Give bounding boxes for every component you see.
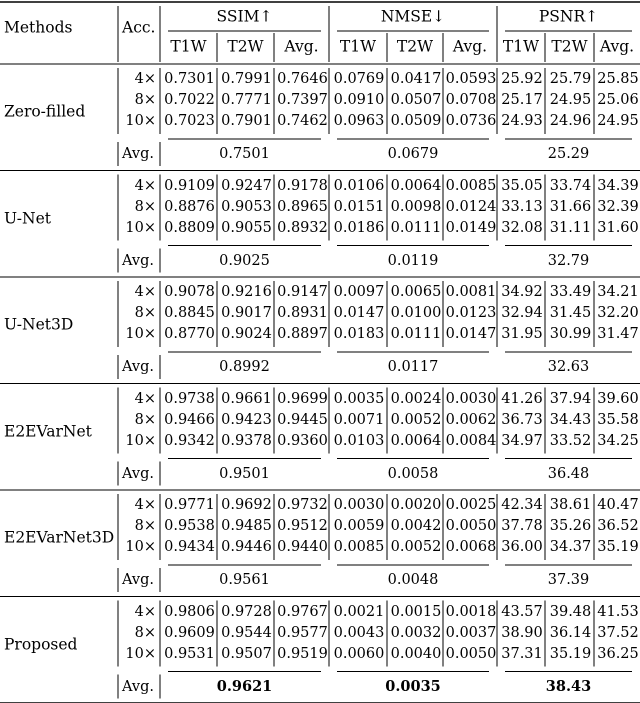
- metric-group-header: NMSE↓: [380, 7, 446, 26]
- acc-header: Acc.: [122, 18, 156, 37]
- metric-value: 34.25: [597, 432, 639, 449]
- method-name: E2EVarNet: [4, 421, 92, 440]
- metric-value: 34.21: [597, 283, 639, 300]
- metric-value: 41.53: [597, 603, 639, 620]
- metric-value: 0.9577: [277, 624, 328, 641]
- metric-value: 24.93: [501, 112, 543, 129]
- metric-value: 36.73: [501, 411, 543, 428]
- metric-value: 0.0062: [445, 411, 497, 428]
- metric-value: 0.0103: [333, 432, 385, 449]
- metric-value: 0.0064: [390, 432, 442, 449]
- metric-value: 34.97: [501, 432, 543, 449]
- average-value: 0.0117: [387, 358, 439, 375]
- acceleration-label: 8×: [134, 198, 156, 215]
- acceleration-label: 10×: [125, 112, 156, 129]
- metric-value: 0.9767: [277, 603, 328, 620]
- metric-value: 0.9440: [277, 538, 328, 555]
- metric-value: 0.9247: [221, 177, 272, 194]
- metric-value: 0.7462: [277, 112, 328, 129]
- metric-value: 0.0030: [333, 496, 385, 513]
- metric-value: 30.99: [549, 325, 592, 342]
- metric-value: 0.7301: [164, 70, 215, 87]
- metric-value: 0.0085: [333, 538, 385, 555]
- metric-value: 34.39: [597, 177, 639, 194]
- method-name: U-Net: [4, 208, 51, 227]
- metric-value: 0.8770: [164, 325, 215, 342]
- metric-value: 0.9178: [277, 177, 328, 194]
- metric-value: 35.19: [597, 538, 639, 555]
- average-value: 32.63: [547, 358, 590, 375]
- metric-value: 0.0052: [390, 538, 442, 555]
- average-value: 0.0679: [387, 145, 439, 162]
- metric-value: 0.0963: [333, 112, 385, 129]
- metric-value: 33.13: [501, 198, 543, 215]
- sub-column-header: Avg.: [452, 37, 488, 56]
- sub-column-header: T2W: [551, 37, 588, 56]
- metric-value: 0.9024: [221, 325, 272, 342]
- metric-value: 0.0186: [333, 219, 385, 236]
- avg-row-label: Avg.: [122, 145, 154, 162]
- method-name: Zero-filled: [4, 102, 86, 121]
- metric-value: 25.17: [501, 91, 543, 108]
- metric-value: 0.9109: [164, 177, 215, 194]
- metric-value: 0.9423: [221, 411, 272, 428]
- metric-value: 0.0024: [390, 390, 442, 407]
- metric-value: 36.00: [501, 538, 543, 555]
- metric-value: 0.8876: [164, 198, 215, 215]
- metric-value: 40.47: [597, 496, 639, 513]
- acceleration-label: 8×: [134, 91, 156, 108]
- metric-value: 0.0065: [390, 283, 442, 300]
- metric-value: 0.8965: [277, 198, 328, 215]
- metric-value: 25.85: [597, 70, 639, 87]
- metric-value: 0.9512: [277, 517, 328, 534]
- metric-value: 0.0050: [445, 517, 497, 534]
- method-name: Proposed: [4, 634, 78, 653]
- metric-value: 0.8932: [277, 219, 328, 236]
- metric-value: 36.52: [597, 517, 639, 534]
- metric-value: 38.90: [501, 624, 543, 641]
- average-value: 25.29: [547, 145, 590, 162]
- methods-header: Methods: [4, 18, 73, 37]
- metric-value: 0.9216: [221, 283, 272, 300]
- metric-value: 0.7991: [221, 70, 272, 87]
- metric-value: 35.26: [549, 517, 592, 534]
- metric-value: 0.9507: [221, 645, 272, 662]
- metric-value: 31.66: [549, 198, 592, 215]
- metric-value: 39.48: [549, 603, 592, 620]
- acceleration-label: 8×: [134, 304, 156, 321]
- metric-value: 0.0020: [390, 496, 442, 513]
- acceleration-label: 8×: [134, 624, 156, 641]
- acceleration-label: 10×: [125, 432, 156, 449]
- metric-value: 0.0417: [390, 70, 442, 87]
- metric-group-header: PSNR↑: [538, 7, 599, 26]
- metric-value: 0.0111: [390, 325, 442, 342]
- sub-column-header: T2W: [227, 37, 264, 56]
- metric-value: 0.9661: [221, 390, 272, 407]
- metric-value: 0.0018: [445, 603, 497, 620]
- metric-value: 0.0736: [445, 112, 497, 129]
- metric-value: 0.9445: [277, 411, 328, 428]
- metric-value: 0.0085: [445, 177, 497, 194]
- metric-value: 32.08: [501, 219, 543, 236]
- metric-value: 35.05: [501, 177, 543, 194]
- avg-row-label: Avg.: [122, 678, 154, 695]
- sub-column-header: T1W: [502, 37, 540, 56]
- average-value: 0.9025: [219, 252, 270, 269]
- average-value: 32.79: [547, 252, 590, 269]
- metric-value: 0.9771: [164, 496, 215, 513]
- metric-value: 31.47: [597, 325, 639, 342]
- metric-value: 0.9544: [221, 624, 272, 641]
- acceleration-label: 8×: [134, 517, 156, 534]
- metric-value: 0.8809: [164, 219, 215, 236]
- acceleration-label: 4×: [134, 603, 156, 620]
- metric-value: 0.7022: [164, 91, 215, 108]
- metric-value: 31.95: [501, 325, 543, 342]
- metric-value: 0.0081: [445, 283, 497, 300]
- metric-value: 0.8897: [277, 325, 328, 342]
- metric-value: 0.8931: [277, 304, 328, 321]
- metric-value: 33.49: [549, 283, 592, 300]
- metric-value: 0.0507: [390, 91, 442, 108]
- average-value: 0.9501: [219, 465, 270, 482]
- metric-value: 34.92: [501, 283, 543, 300]
- sub-column-header: T1W: [339, 37, 377, 56]
- metric-value: 0.0032: [390, 624, 442, 641]
- metric-value: 25.79: [549, 70, 592, 87]
- metric-value: 0.0035: [333, 390, 385, 407]
- metric-value: 0.0043: [333, 624, 385, 641]
- avg-row-label: Avg.: [122, 252, 154, 269]
- metric-value: 0.8845: [164, 304, 215, 321]
- metric-value: 0.0708: [445, 91, 497, 108]
- metric-value: 34.43: [549, 411, 592, 428]
- metric-value: 0.0025: [445, 496, 497, 513]
- metric-value: 24.96: [549, 112, 592, 129]
- acceleration-label: 4×: [134, 496, 156, 513]
- average-value: 0.7501: [219, 145, 270, 162]
- avg-row-label: Avg.: [122, 465, 154, 482]
- metric-value: 0.0183: [333, 325, 385, 342]
- metric-value: 0.9053: [221, 198, 272, 215]
- metric-value: 0.9446: [221, 538, 272, 555]
- metric-value: 0.9078: [164, 283, 215, 300]
- metric-value: 0.0100: [390, 304, 442, 321]
- metric-value: 0.9055: [221, 219, 272, 236]
- metric-value: 0.0040: [390, 645, 442, 662]
- average-value: 38.43: [545, 677, 592, 695]
- sub-column-header: Avg.: [284, 37, 319, 56]
- metric-value: 0.0147: [333, 304, 385, 321]
- acceleration-label: 4×: [134, 390, 156, 407]
- metric-value: 0.7397: [277, 91, 328, 108]
- metric-value: 36.25: [597, 645, 639, 662]
- metric-value: 32.20: [597, 304, 639, 321]
- metric-value: 0.0149: [445, 219, 497, 236]
- metric-value: 0.0059: [333, 517, 385, 534]
- acceleration-label: 4×: [134, 283, 156, 300]
- metric-value: 31.11: [549, 219, 592, 236]
- metric-value: 0.7023: [164, 112, 215, 129]
- metric-value: 0.0098: [390, 198, 442, 215]
- metric-value: 0.7901: [221, 112, 272, 129]
- metric-value: 31.60: [597, 219, 639, 236]
- metric-value: 0.0068: [445, 538, 497, 555]
- metric-value: 0.0052: [390, 411, 442, 428]
- metric-value: 24.95: [597, 112, 639, 129]
- metric-value: 0.0030: [445, 390, 497, 407]
- metric-value: 0.9519: [277, 645, 328, 662]
- metric-value: 0.0106: [333, 177, 385, 194]
- metric-value: 0.9609: [164, 624, 215, 641]
- acceleration-label: 10×: [125, 538, 156, 555]
- metric-value: 38.61: [549, 496, 592, 513]
- metric-value: 0.0124: [445, 198, 497, 215]
- metric-value: 43.57: [501, 603, 543, 620]
- metric-value: 39.60: [597, 390, 639, 407]
- average-value: 0.0058: [387, 465, 439, 482]
- metric-value: 0.0021: [333, 603, 385, 620]
- metric-value: 37.31: [501, 645, 543, 662]
- metric-value: 0.9738: [164, 390, 215, 407]
- acceleration-label: 10×: [125, 645, 156, 662]
- average-value: 0.9561: [219, 571, 270, 588]
- metric-value: 42.34: [501, 496, 543, 513]
- avg-row-label: Avg.: [122, 358, 154, 375]
- metric-value: 0.0769: [333, 70, 385, 87]
- metric-value: 32.94: [501, 304, 543, 321]
- metric-value: 0.9378: [221, 432, 272, 449]
- method-name: E2EVarNet3D: [4, 528, 115, 547]
- metric-value: 0.0910: [333, 91, 385, 108]
- metric-value: 0.9728: [221, 603, 272, 620]
- metric-value: 0.0060: [333, 645, 385, 662]
- metric-value: 0.0037: [445, 624, 497, 641]
- metric-value: 0.0050: [445, 645, 497, 662]
- metric-value: 0.0071: [333, 411, 385, 428]
- metric-value: 33.74: [549, 177, 592, 194]
- metric-value: 35.58: [597, 411, 639, 428]
- metric-value: 0.9699: [277, 390, 328, 407]
- metric-value: 0.0111: [390, 219, 442, 236]
- metric-value: 0.9806: [164, 603, 215, 620]
- metric-value: 0.9466: [164, 411, 215, 428]
- metric-value: 33.52: [549, 432, 592, 449]
- metric-value: 0.9692: [221, 496, 272, 513]
- metric-value: 0.0147: [445, 325, 497, 342]
- metric-value: 37.78: [501, 517, 543, 534]
- method-name: U-Net3D: [4, 315, 74, 334]
- average-value: 36.48: [547, 465, 590, 482]
- metric-value: 0.9342: [164, 432, 215, 449]
- metric-value: 0.0593: [445, 70, 497, 87]
- metric-value: 0.9434: [164, 538, 215, 555]
- metric-value: 0.0015: [390, 603, 442, 620]
- acceleration-label: 10×: [125, 325, 156, 342]
- average-value: 0.0119: [387, 252, 439, 269]
- metric-value: 0.7771: [221, 91, 272, 108]
- metric-value: 31.45: [549, 304, 592, 321]
- metric-value: 0.9531: [164, 645, 215, 662]
- metric-value: 0.9732: [277, 496, 328, 513]
- metric-value: 0.0151: [333, 198, 385, 215]
- acceleration-label: 4×: [134, 70, 156, 87]
- sub-column-header: Avg.: [599, 37, 635, 56]
- metric-value: 0.0509: [390, 112, 442, 129]
- average-value: 37.39: [547, 571, 590, 588]
- metric-value: 0.0064: [390, 177, 442, 194]
- acceleration-label: 8×: [134, 411, 156, 428]
- metric-value: 0.0123: [445, 304, 497, 321]
- metric-value: 0.9485: [221, 517, 272, 534]
- metric-value: 0.0042: [390, 517, 442, 534]
- metric-value: 0.7646: [277, 70, 328, 87]
- average-value: 0.0035: [385, 677, 441, 695]
- metric-group-header: SSIM↑: [216, 7, 273, 26]
- metric-value: 0.9147: [277, 283, 328, 300]
- metric-value: 32.39: [597, 198, 639, 215]
- acceleration-label: 10×: [125, 219, 156, 236]
- sub-column-header: T1W: [170, 37, 207, 56]
- sub-column-header: T2W: [396, 37, 434, 56]
- metric-value: 0.0097: [333, 283, 385, 300]
- metric-value: 34.37: [549, 538, 592, 555]
- metric-value: 36.14: [549, 624, 592, 641]
- average-value: 0.8992: [219, 358, 270, 375]
- metric-value: 24.95: [549, 91, 592, 108]
- metric-value: 25.92: [501, 70, 543, 87]
- metric-value: 41.26: [501, 390, 543, 407]
- metric-value: 0.0084: [445, 432, 497, 449]
- metric-value: 25.06: [597, 91, 639, 108]
- average-value: 0.9621: [216, 677, 273, 695]
- acceleration-label: 4×: [134, 177, 156, 194]
- average-value: 0.0048: [387, 571, 439, 588]
- metric-value: 0.9538: [164, 517, 215, 534]
- metric-value: 0.9360: [277, 432, 328, 449]
- avg-row-label: Avg.: [122, 571, 154, 588]
- metric-value: 37.94: [549, 390, 592, 407]
- metric-value: 0.9017: [221, 304, 272, 321]
- metric-value: 37.52: [597, 624, 639, 641]
- metric-value: 35.19: [549, 645, 592, 662]
